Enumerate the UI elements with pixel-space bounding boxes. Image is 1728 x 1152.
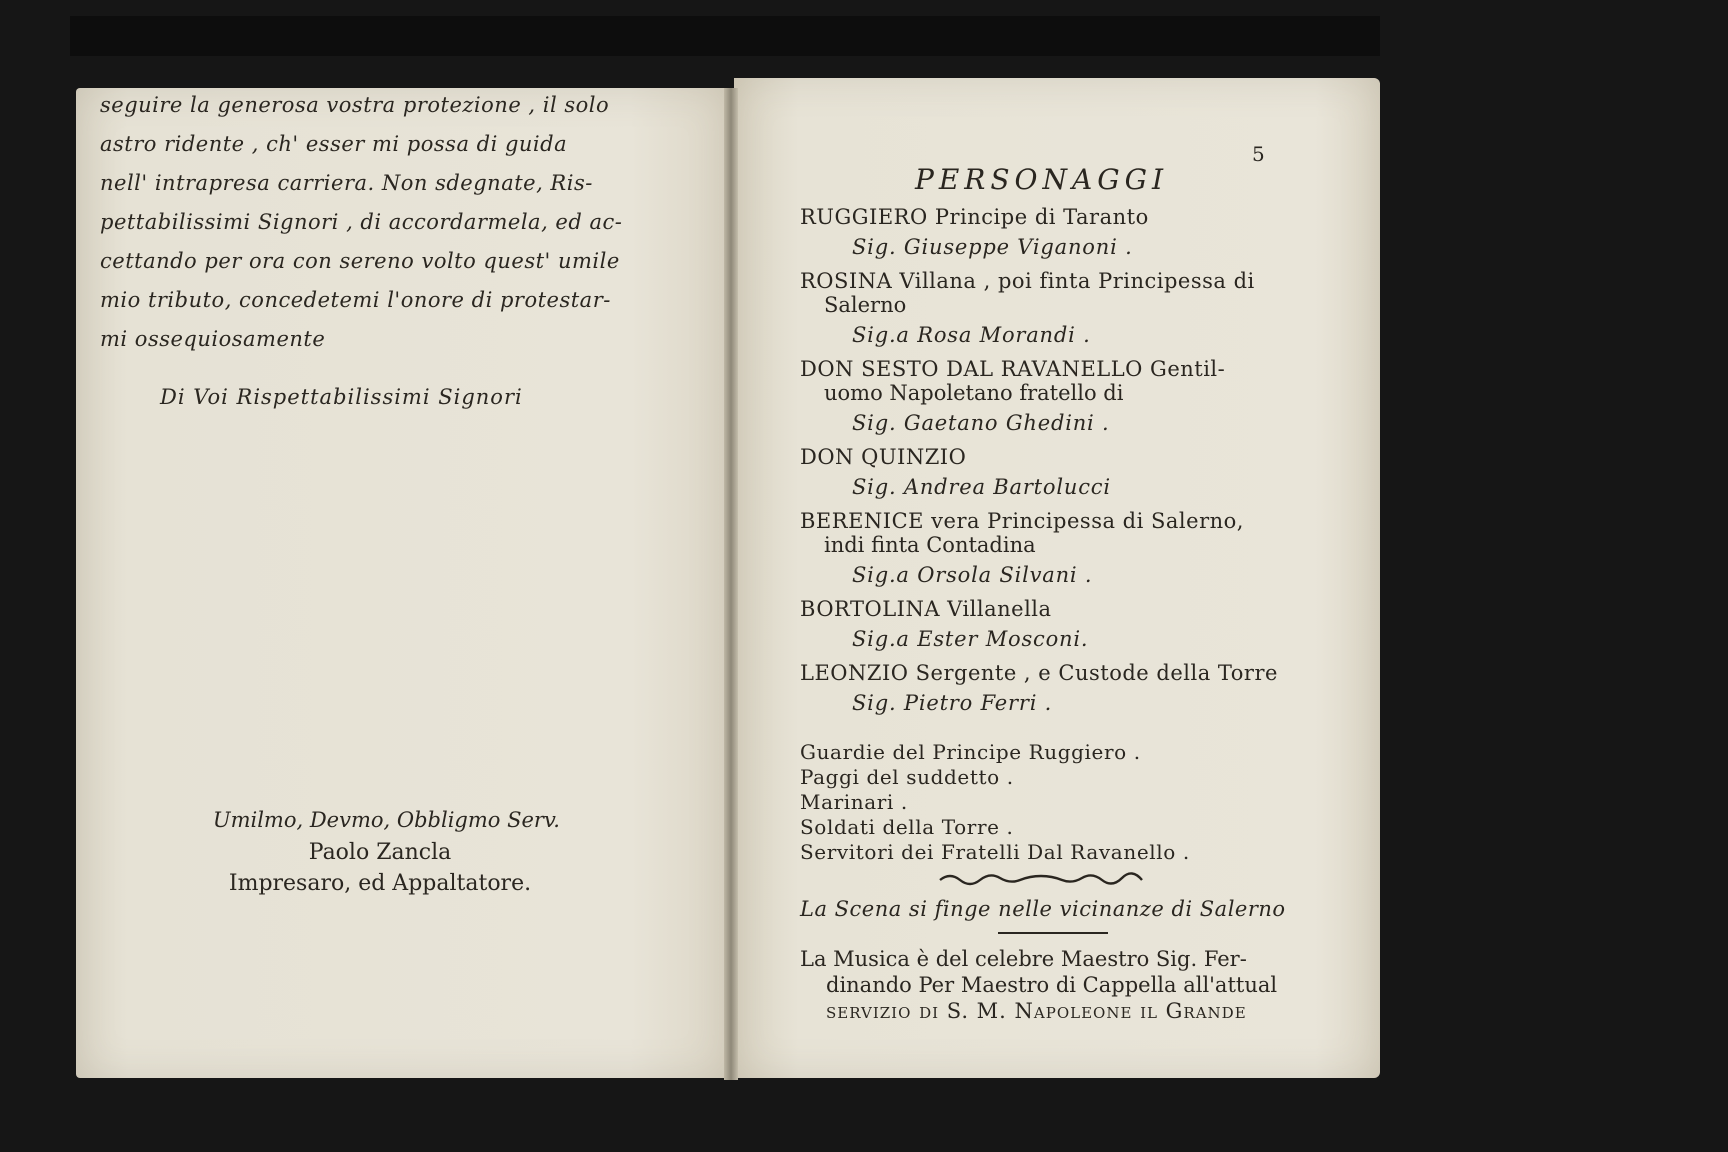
singer-name: Sig. Pietro Ferri . [852,691,1053,715]
page-heading: PERSONAGGI [915,163,1169,196]
cast-entry [800,269,1300,317]
role-name: DON SESTO DAL RAVANELLO Gentil- [800,357,1226,381]
page-number: 5 [1252,142,1265,166]
role-continuation: Salerno [824,293,907,317]
music-line: servizio di S. M. Napoleone il Grande [826,999,1247,1023]
text-line: mi ossequiosamente [100,327,326,351]
text-line: astro ridente , ch' esser mi possa di guida [100,132,568,156]
divider-rule [998,932,1108,934]
dedication-text [100,86,623,359]
text-line: seguire la generosa vostra protezione , il solo [100,93,610,117]
extras-item: Paggi del suddetto . [800,765,1014,789]
role-name: DON QUINZIO [800,445,967,469]
text-line: cettando per ora con sereno volto quest' umile [100,249,620,273]
salutation: Di Voi Rispettabilissimi Signori [160,385,523,409]
extras-item: Guardie del Principe Ruggiero . [800,740,1141,764]
cast-entry [800,205,1300,229]
extras-item: Soldati della Torre . [800,815,1014,839]
signoff-title: Impresaro, ed Appaltatore. [228,871,532,896]
music-line: La Musica è del celebre Maestro Sig. Fer- [800,947,1247,971]
extras-list [800,740,1190,865]
backdrop [70,16,1380,56]
text-line: nell' intrapresa carriera. Non sdegnate, Ris- [100,171,593,195]
cast-list [800,205,1300,725]
extras-item: Servitori dei Fratelli Dal Ravanello . [800,840,1190,864]
ornament-divider [938,872,1144,886]
book-gutter [724,88,738,1080]
text-line: pettabilissimi Signori , di accordarmela, ed ac- [100,210,623,234]
signoff-name: Paolo Zancla [308,840,452,865]
cast-entry [800,357,1300,405]
signoff-closing: Umilmo, Devmo, Obbligmo Serv. [212,808,560,832]
text-line: mio tributo, concedetemi l'onore di protestar- [100,288,611,312]
cast-entry [800,509,1300,557]
signoff [200,808,560,896]
singer-name: Sig. Andrea Bartolucci [852,475,1111,499]
cast-entry [800,445,1300,469]
singer-name: Sig.a Ester Mosconi. [852,627,1089,651]
cast-entry [800,661,1300,685]
singer-name: Sig. Gaetano Ghedini . [852,411,1110,435]
singer-name: Sig.a Orsola Silvani . [852,563,1093,587]
role-name: LEONZIO Sergente , e Custode della Torre [800,661,1278,685]
role-continuation: indi finta Contadina [824,533,1036,557]
role-name: BORTOLINA Villanella [800,597,1052,621]
role-name: ROSINA Villana , poi finta Principessa di [800,269,1255,293]
role-continuation: uomo Napoletano fratello di [824,381,1124,405]
music-line: dinando Per Maestro di Cappella all'attual [826,973,1278,997]
scene-note: La Scena si finge nelle vicinanze di Salerno [800,897,1286,921]
music-credit [800,946,1296,1024]
singer-name: Sig.a Rosa Morandi . [852,323,1091,347]
role-name: RUGGIERO Principe di Taranto [800,205,1149,229]
role-name: BERENICE vera Principessa di Salerno, [800,509,1244,533]
extras-item: Marinari . [800,790,908,814]
cast-entry [800,597,1300,621]
singer-name: Sig. Giuseppe Viganoni . [852,235,1133,259]
